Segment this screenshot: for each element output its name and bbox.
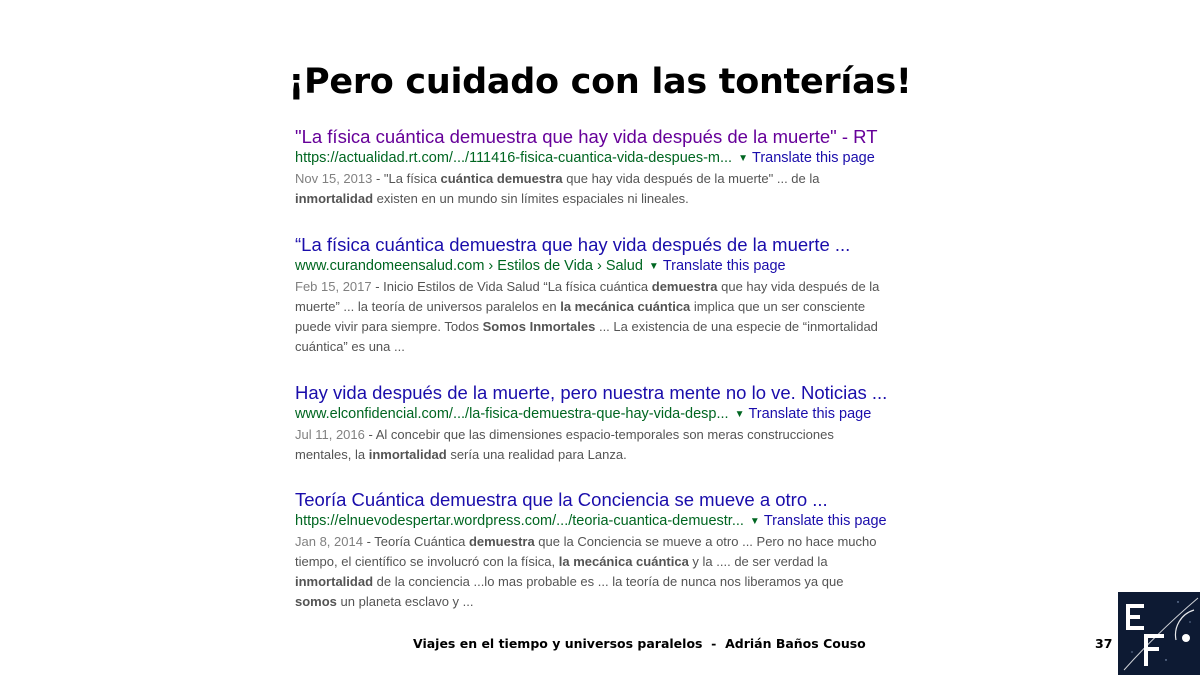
caret-down-icon[interactable]: ▼ — [648, 261, 659, 272]
snippet-text: de la conciencia ...lo mas probable es ... la teoría de nunca nos liberamos ya que — [373, 574, 844, 589]
result-date: Nov 15, 2013 — [295, 171, 373, 186]
snippet-text: existen en un mundo sin límites espaciales ni lineales. — [373, 191, 689, 206]
snippet-text: y la .... de ser verdad la — [688, 554, 828, 569]
snippet-bold-text: inmortalidad — [295, 191, 374, 206]
snippet-bold-text: somos — [295, 594, 337, 609]
page-number: 37 — [1095, 636, 1113, 651]
snippet-text: que hay vida después de la muerte" ... de la — [562, 171, 820, 186]
snippet-text: que hay vida después de la — [717, 279, 880, 294]
result-url-text[interactable]: www.curandomeensalud.com › Estilos de Vida › Salud — [295, 258, 643, 274]
snippet-bold-text: inmortalidad — [295, 574, 374, 589]
caret-down-icon[interactable]: ▼ — [738, 153, 748, 164]
result-url — [295, 148, 995, 169]
snippet-text: un planeta esclavo y ... — [336, 594, 474, 609]
slide-footer: Viajes en el tiempo y universos paralelos - Adrián Baños Couso — [413, 636, 866, 651]
result-url-text[interactable]: https://actualidad.rt.com/.../111416-fisica-cuantica-vida-despues-m... — [295, 150, 733, 166]
slide-title: ¡Pero cuidado con las tonterías! — [288, 62, 912, 102]
caret-down-icon[interactable]: ▼ — [734, 409, 745, 420]
result-snippet — [295, 532, 935, 612]
snippet-text: - "La física — [372, 171, 441, 186]
snippet-line — [295, 277, 935, 297]
snippet-line — [295, 445, 935, 465]
snippet-text: sería una realidad para Lanza. — [446, 447, 627, 462]
snippet-text: mentales, la — [295, 447, 369, 462]
result-url-text[interactable]: https://elnuevodespertar.wordpress.com/.../teoria-cuantica-demuestr... — [295, 513, 744, 529]
snippet-text: cuántica” es una ... — [295, 339, 405, 354]
translate-link[interactable]: Translate this page — [662, 258, 786, 274]
snippet-text: - Al concebir que las dimensiones espacio-temporales son meras construcciones — [364, 427, 834, 442]
snippet-line — [295, 425, 935, 445]
result-url — [295, 404, 995, 425]
snippet-bold-text: la mecánica cuántica — [560, 299, 691, 314]
result-snippet — [295, 277, 935, 357]
search-result — [295, 489, 995, 612]
result-title-link[interactable]: Teoría Cuántica demuestra que la Conciencia se mueve a otro ... — [295, 489, 828, 510]
snippet-line — [295, 317, 935, 337]
result-url — [295, 511, 995, 532]
snippet-line — [295, 592, 935, 612]
search-result — [295, 126, 995, 209]
result-url — [295, 256, 995, 277]
snippet-bold-text: demuestra — [468, 534, 535, 549]
result-date: Jul 11, 2016 — [295, 427, 365, 442]
snippet-line — [295, 532, 935, 552]
search-result — [295, 234, 995, 357]
caret-down-icon[interactable]: ▼ — [749, 516, 760, 527]
snippet-line — [295, 552, 935, 572]
result-snippet — [295, 169, 935, 209]
result-title-link[interactable]: “La física cuántica demuestra que hay vida después de la muerte ... — [295, 234, 851, 255]
snippet-bold-text: cuántica demuestra — [440, 171, 563, 186]
snippet-text: muerte” ... la teoría de universos paralelos en — [295, 299, 561, 314]
snippet-text: tiempo, el científico se involucró con la física, — [295, 554, 559, 569]
result-date: Feb 15, 2017 — [295, 279, 372, 294]
result-title-link[interactable]: "La física cuántica demuestra que hay vida después de la muerte" - RT — [295, 126, 878, 147]
snippet-line — [295, 189, 935, 209]
result-snippet — [295, 425, 935, 465]
snippet-text: - Inicio Estilos de Vida Salud “La física cuántica — [371, 279, 652, 294]
translate-link[interactable]: Translate this page — [752, 150, 875, 166]
snippet-text: puede vivir para siempre. Todos — [295, 319, 483, 334]
translate-link[interactable]: Translate this page — [763, 513, 887, 529]
snippet-bold-text: Somos Inmortales — [482, 319, 596, 334]
snippet-line — [295, 297, 935, 317]
ef-logo — [1118, 592, 1200, 675]
snippet-text: implica que un ser consciente — [690, 299, 866, 314]
result-title-link[interactable]: Hay vida después de la muerte, pero nuestra mente no lo ve. Noticias ... — [295, 382, 888, 403]
snippet-bold-text: demuestra — [651, 279, 718, 294]
snippet-line — [295, 572, 935, 592]
snippet-text: ... La existencia de una especie de “inmortalidad — [595, 319, 878, 334]
snippet-bold-text: inmortalidad — [368, 447, 447, 462]
search-result — [295, 382, 995, 465]
result-date: Jan 8, 2014 — [295, 534, 363, 549]
snippet-text: que la Conciencia se mueve a otro ... Pero no hace mucho — [534, 534, 877, 549]
snippet-line — [295, 169, 935, 189]
snippet-text: - Teoría Cuántica — [362, 534, 469, 549]
snippet-bold-text: la mecánica cuántica — [558, 554, 689, 569]
result-url-text[interactable]: www.elconfidencial.com/.../la-fisica-demuestra-que-hay-vida-desp... — [295, 406, 729, 422]
translate-link[interactable]: Translate this page — [748, 406, 872, 422]
snippet-line — [295, 337, 935, 357]
